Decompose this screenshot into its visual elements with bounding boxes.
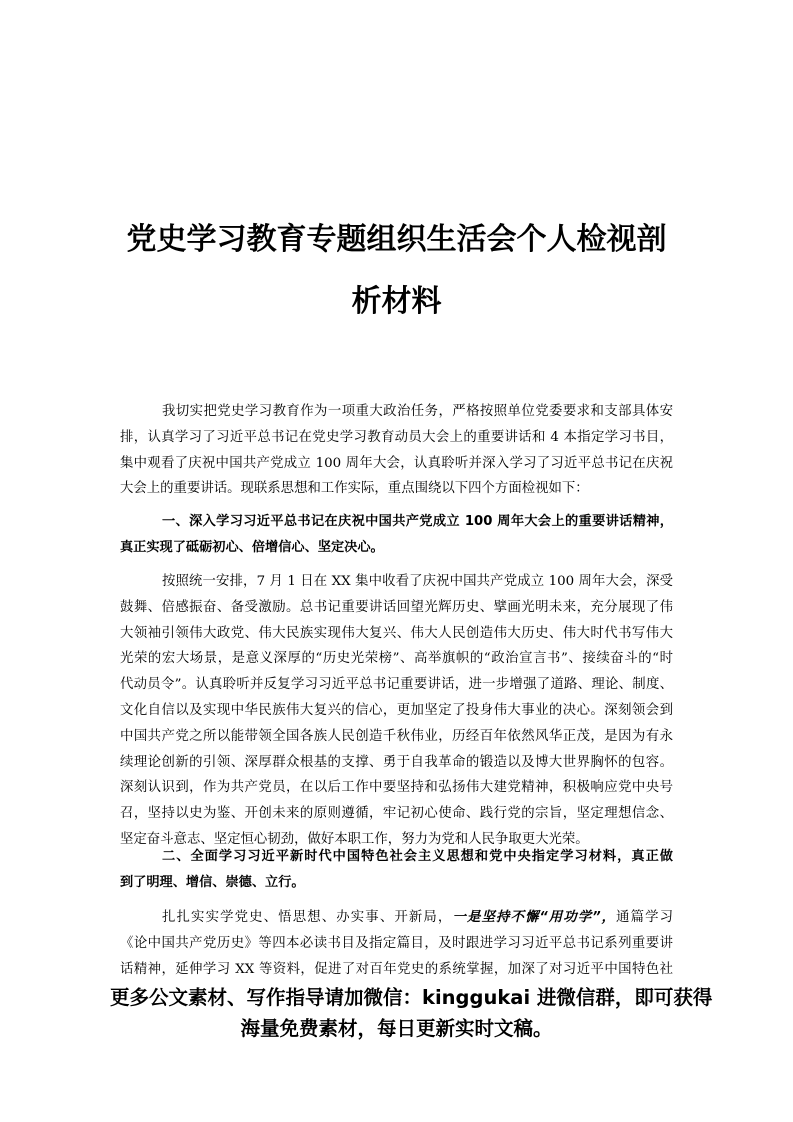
section-2-body-suffix: 通篇学习 <box>616 910 673 925</box>
section-2-emphasis: 一是坚持不懈“用功学”， <box>452 910 617 925</box>
section-2-body-line <box>120 905 673 931</box>
document-title-line-1: 党史学习教育专题组织生活会个人检视剖 <box>126 222 667 257</box>
section-2-heading-line: 二、全面学习习近平新时代中国特色社会主义思想和党中央指定学习材料，真正做 <box>162 849 673 864</box>
promo-line-1: 更多公文素材、写作指导请加微信：kinggukai 进微信群，即可获得 <box>110 986 713 1009</box>
section-2-heading-line: 到了明理、增信、崇德、立行。 <box>120 875 305 890</box>
intro-paragraph <box>120 399 673 502</box>
section-1-body-line: 代动员令”。认真聆听并反复学习习近平总书记重要讲话，进一步增强了道路、理论、制度、 <box>120 677 673 693</box>
intro-line: 我切实把党史学习教育作为一项重大政治任务，严格按照单位党委要求和支部具体安 <box>162 404 673 419</box>
section-1-body-line: 坚定奋斗意志、坚定恒心韧劲，做好本职工作，努力为党和人民争取更大光荣。 <box>120 831 589 847</box>
section-1-heading <box>120 509 673 561</box>
promo-line-2: 海量免费素材，每日更新实时文稿。 <box>240 1017 553 1040</box>
intro-line: 排，认真学习了习近平总书记在党史学习教育动员大会上的重要讲话和 4 本指定学习书目， <box>120 429 673 445</box>
section-1-body <box>120 569 673 853</box>
document-title-line-2: 析材料 <box>351 284 442 319</box>
intro-line: 集中观看了庆祝中国共产党成立 100 周年大会，认真聆听并深入学习了习近平总书记在庆祝 <box>120 455 673 471</box>
section-1-body-line: 大领袖引领伟大政党、伟大民族实现伟大复兴、伟大人民创造伟大历史、伟大时代书写伟大 <box>120 625 673 641</box>
section-1-body-line: 按照统一安排，7 月 1 日在 XX 集中收看了庆祝中国共产党成立 100 周年大会，深受 <box>162 574 673 589</box>
section-1-body-line: 鼓舞、倍感振奋、备受激励。总书记重要讲话回望光辉历史、擘画光明未来，充分展现了伟 <box>120 599 673 615</box>
intro-line: 大会上的重要讲话。现联系思想和工作实际，重点围绕以下四个方面检视如下： <box>120 481 589 497</box>
section-2-body <box>120 905 673 982</box>
section-1-body-line: 文化自信以及实现中华民族伟大复兴的信心，更加坚定了投身伟大事业的决心。深刻领会到 <box>120 702 673 718</box>
section-1-heading-line: 真正实现了砥砺初心、倍增信心、坚定决心。 <box>120 540 384 555</box>
section-1-body-line: 续理论创新的引领、深厚群众根基的支撑、勇于自我革命的锻造以及博大世界胸怀的包容。 <box>120 754 673 770</box>
section-1-body-line: 深刻认识到，作为共产党员，在以后工作中要坚持和弘扬伟大建党精神，积极响应党中央号 <box>120 780 673 796</box>
section-2-body-prefix: 扎扎实实学党史、悟思想、办实事、开新局， <box>162 910 453 925</box>
promo-banner <box>110 982 713 1044</box>
section-1-body-line: 中国共产党之所以能带领全国各族人民创造千秋伟业，历经百年依然风华正茂，是因为有永 <box>120 728 673 744</box>
section-1-heading-line: 一、深入学习习近平总书记在庆祝中国共产党成立 100 周年大会上的重要讲话精神， <box>162 514 673 529</box>
section-2-body-line: 话精神，延伸学习 XX 等资料，促进了对百年党史的系统掌握，加深了对习近平中国特色社 <box>120 961 673 977</box>
section-1-body-line: 召，坚持以史为鉴、开创未来的原则遵循，牢记初心使命、践行党的宗旨，坚定理想信念、 <box>120 806 673 822</box>
section-2-body-line: 《论中国共产党历史》等四本必读书目及指定篇目，及时跟进学习习近平总书记系列重要讲 <box>120 935 673 951</box>
section-2-heading <box>120 844 673 896</box>
section-1-body-line: 光荣的宏大场景，是意义深厚的“历史光荣榜”、高举旗帜的“政治宣言书”、接续奋斗的“时 <box>120 651 673 667</box>
